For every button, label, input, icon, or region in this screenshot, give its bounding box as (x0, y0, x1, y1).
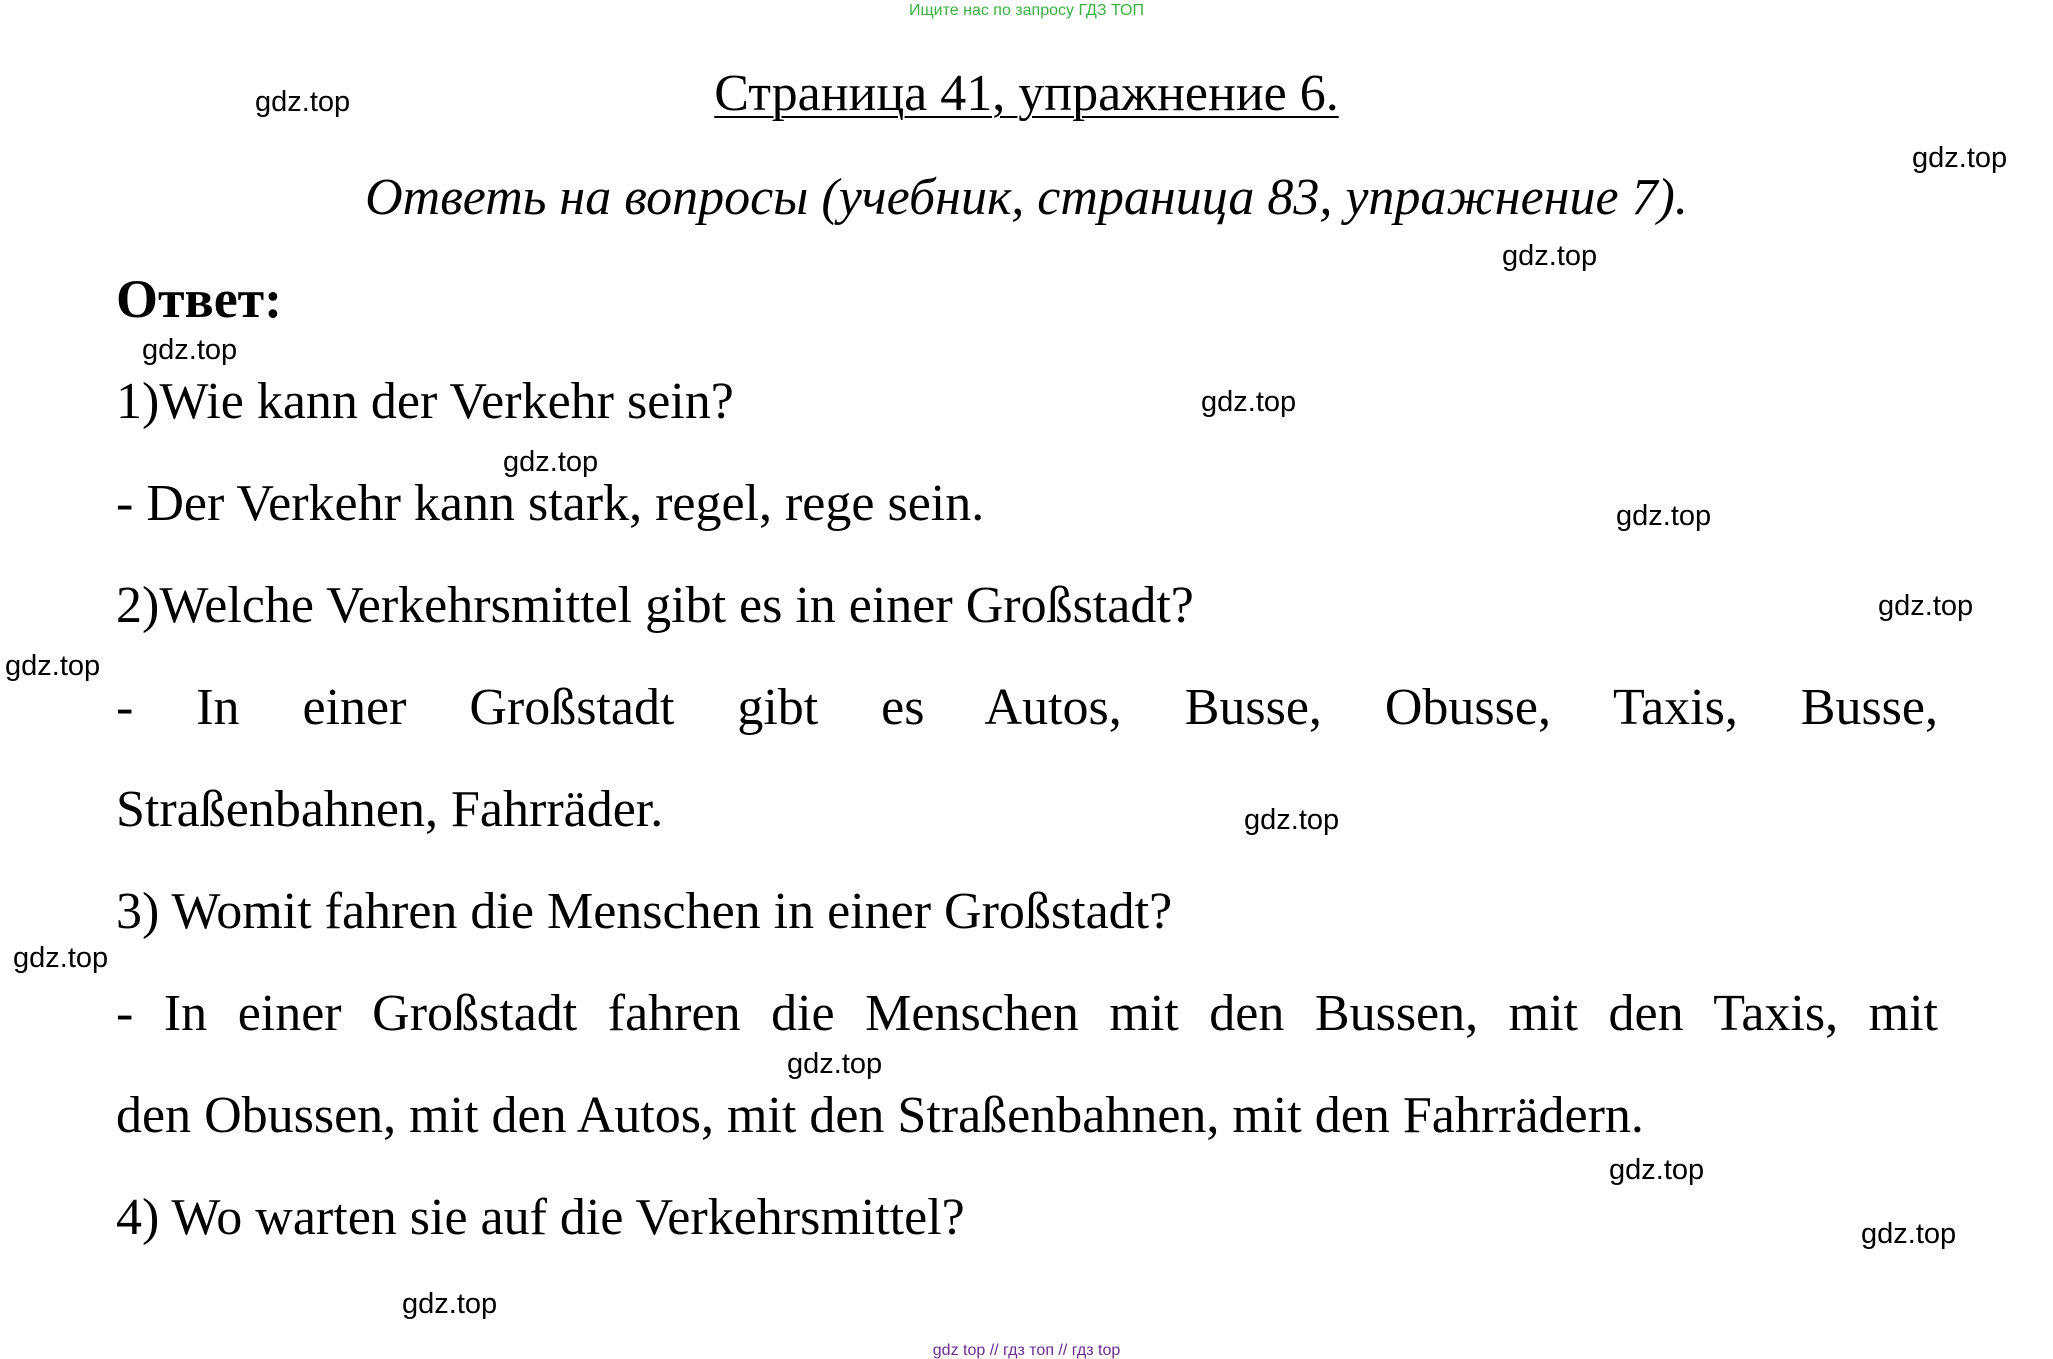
question-4: 4) Wo warten sie auf die Verkehrsmittel? (116, 1189, 965, 1246)
question-1: 1)Wie kann der Verkehr sein? (116, 373, 734, 430)
watermark: gdz.top (503, 446, 599, 478)
answer-2-line-1: - In einer Großstadt gibt es Autos, Busse, Obusse, Taxis, Busse, (116, 679, 1938, 736)
watermark: gdz.top (1201, 386, 1297, 418)
task-statement: Ответь на вопросы (учебник, страница 83, упражнение 7). (365, 169, 1688, 226)
answer-3-line-1: - In einer Großstadt fahren die Menschen mit den Bussen, mit den Taxis, mit (116, 985, 1938, 1042)
search-banner: Ищите нас по запросу ГДЗ ТОП (909, 2, 1144, 19)
question-3: 3) Womit fahren die Menschen in einer Großstadt? (116, 883, 1173, 940)
answer-2-line-2: Straßenbahnen, Fahrräder. (116, 781, 664, 838)
watermark: gdz.top (1609, 1154, 1705, 1186)
question-2: 2)Welche Verkehrsmittel gibt es in einer Großstadt? (116, 577, 1194, 634)
page-title: Страница 41, упражнение 6. (714, 65, 1339, 122)
watermark: gdz.top (1616, 500, 1712, 532)
answer-label: Ответ: (116, 269, 283, 329)
watermark: gdz.top (1878, 590, 1974, 622)
watermark: gdz.top (787, 1048, 883, 1080)
watermark: gdz.top (1502, 240, 1598, 272)
watermark: gdz.top (13, 942, 109, 974)
watermark: gdz.top (1912, 142, 2008, 174)
watermark: gdz.top (1861, 1218, 1957, 1250)
watermark: gdz.top (5, 650, 101, 682)
watermark: gdz.top (1244, 804, 1340, 836)
watermark: gdz.top (402, 1288, 498, 1320)
watermark: gdz.top (255, 86, 351, 118)
answer-1: - Der Verkehr kann stark, regel, rege sein. (116, 475, 985, 532)
footer-links: gdz top // гдз топ // гдз top (932, 1342, 1121, 1359)
watermark: gdz.top (142, 334, 238, 366)
answer-3-line-2: den Obussen, mit den Autos, mit den Straßenbahnen, mit den Fahrrädern. (116, 1087, 1644, 1144)
